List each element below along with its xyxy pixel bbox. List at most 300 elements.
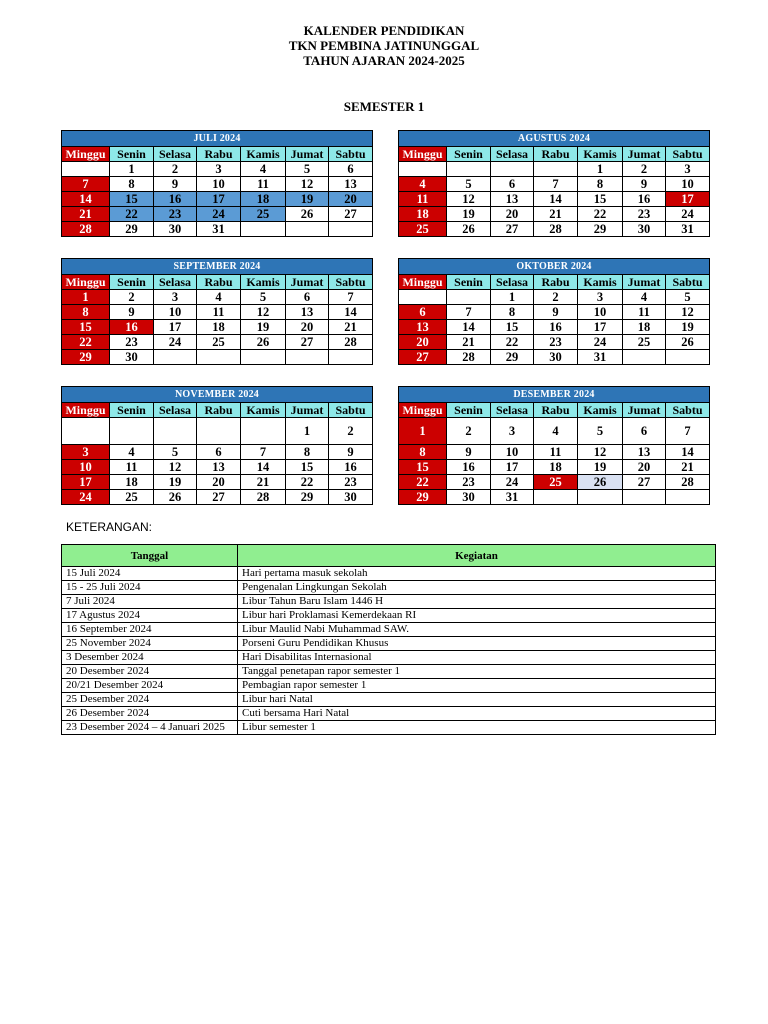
date-cell bbox=[241, 222, 286, 237]
weekday-label: Jumat bbox=[623, 147, 666, 162]
weekday-label: Minggu bbox=[399, 275, 447, 290]
date-cell bbox=[241, 350, 286, 365]
date-cell: 22 bbox=[491, 335, 534, 350]
week-row bbox=[399, 475, 710, 490]
week-row bbox=[62, 460, 373, 475]
date-cell: 15 bbox=[286, 460, 329, 475]
date-cell: 23 bbox=[534, 335, 578, 350]
date-cell: 27 bbox=[491, 222, 534, 237]
school-name: TKN PEMBINA JATINUNGGAL bbox=[288, 38, 480, 53]
date-cell: 13 bbox=[197, 460, 241, 475]
date-cell: 7 bbox=[62, 177, 110, 192]
month-header-row bbox=[62, 259, 373, 275]
table-row bbox=[62, 637, 716, 651]
date-cell: 19 bbox=[666, 320, 710, 335]
date-cell: 3 bbox=[62, 445, 110, 460]
date-cell bbox=[329, 350, 373, 365]
weekday-label: Jumat bbox=[623, 275, 666, 290]
weekday-label: Selasa bbox=[491, 147, 534, 162]
date-cell: 12 bbox=[286, 177, 329, 192]
month-header-row bbox=[399, 259, 710, 275]
date-cell: 11 bbox=[534, 445, 578, 460]
activity-cell: Porseni Guru Pendidikan Khusus bbox=[238, 637, 716, 651]
date-cell: 2 bbox=[110, 290, 154, 305]
date-cell: 3 bbox=[578, 290, 623, 305]
date-cell: 8 bbox=[491, 305, 534, 320]
date-cell: 27 bbox=[286, 335, 329, 350]
date-cell: 30 bbox=[623, 222, 666, 237]
date-cell bbox=[491, 162, 534, 177]
date-cell: 24 bbox=[62, 490, 110, 505]
table-row bbox=[62, 707, 716, 721]
week-row bbox=[62, 207, 373, 222]
week-row bbox=[399, 445, 710, 460]
date-cell bbox=[241, 418, 286, 445]
activity-cell: Cuti bersama Hari Natal bbox=[238, 707, 716, 721]
date-cell: 24 bbox=[491, 475, 534, 490]
date-cell: 22 bbox=[578, 207, 623, 222]
date-cell: 4 bbox=[241, 162, 286, 177]
date-cell: 31 bbox=[491, 490, 534, 505]
week-row bbox=[62, 192, 373, 207]
date-cell: 25 bbox=[110, 490, 154, 505]
activity-cell: Tanggal penetapan rapor semester 1 bbox=[238, 665, 716, 679]
date-cell bbox=[534, 490, 578, 505]
date-cell: 22 bbox=[110, 207, 154, 222]
date-cell: 14 bbox=[241, 460, 286, 475]
date-cell: 14 bbox=[666, 445, 710, 460]
date-cell bbox=[399, 162, 447, 177]
date-cell: 20 bbox=[491, 207, 534, 222]
date-cell: 18 bbox=[534, 460, 578, 475]
date-cell: 29 bbox=[491, 350, 534, 365]
date-cell: 30 bbox=[110, 350, 154, 365]
date-cell: 30 bbox=[447, 490, 491, 505]
table-row bbox=[62, 665, 716, 679]
date-cell: 7 bbox=[447, 305, 491, 320]
date-cell: 14 bbox=[447, 320, 491, 335]
month-calendar bbox=[398, 386, 710, 505]
date-cell: 23 bbox=[329, 475, 373, 490]
weekday-label: Jumat bbox=[286, 275, 329, 290]
date-cell: 5 bbox=[286, 162, 329, 177]
weekday-label: Selasa bbox=[154, 147, 197, 162]
date-cell: 21 bbox=[329, 320, 373, 335]
date-cell: 21 bbox=[62, 207, 110, 222]
week-row bbox=[399, 162, 710, 177]
date-cell: 25 November 2024 bbox=[62, 637, 238, 651]
date-cell: 26 bbox=[286, 207, 329, 222]
date-cell: 31 bbox=[197, 222, 241, 237]
date-cell bbox=[197, 350, 241, 365]
weekday-label: Rabu bbox=[197, 275, 241, 290]
date-cell: 20 bbox=[399, 335, 447, 350]
date-cell: 15 bbox=[62, 320, 110, 335]
activity-cell: Libur semester 1 bbox=[238, 721, 716, 735]
week-row bbox=[399, 207, 710, 222]
date-cell: 8 bbox=[578, 177, 623, 192]
date-cell: 1 bbox=[491, 290, 534, 305]
month-name: JULI 2024 bbox=[62, 131, 373, 147]
week-row bbox=[399, 192, 710, 207]
col-tanggal: Tanggal bbox=[62, 545, 238, 567]
weekday-label: Sabtu bbox=[666, 147, 710, 162]
date-cell bbox=[62, 162, 110, 177]
date-cell: 19 bbox=[578, 460, 623, 475]
date-cell: 6 bbox=[197, 445, 241, 460]
week-row bbox=[62, 290, 373, 305]
date-cell: 4 bbox=[399, 177, 447, 192]
month-name: SEPTEMBER 2024 bbox=[62, 259, 373, 275]
month-calendar bbox=[61, 258, 373, 365]
weekday-label: Rabu bbox=[534, 275, 578, 290]
date-cell: 15 bbox=[110, 192, 154, 207]
date-cell: 22 bbox=[286, 475, 329, 490]
activity-cell: Pengenalan Lingkungan Sekolah bbox=[238, 581, 716, 595]
date-cell: 10 bbox=[62, 460, 110, 475]
date-cell bbox=[623, 490, 666, 505]
weekday-label: Rabu bbox=[534, 403, 578, 418]
date-cell bbox=[197, 418, 241, 445]
activity-cell: Hari Disabilitas Internasional bbox=[238, 651, 716, 665]
weekday-label: Kamis bbox=[578, 403, 623, 418]
month-calendar bbox=[398, 130, 710, 237]
date-cell: 17 bbox=[578, 320, 623, 335]
table-row bbox=[62, 595, 716, 609]
table-row bbox=[62, 567, 716, 581]
date-cell: 9 bbox=[329, 445, 373, 460]
date-cell: 18 bbox=[241, 192, 286, 207]
activity-cell: Libur Tahun Baru Islam 1446 H bbox=[238, 595, 716, 609]
weekday-label: Senin bbox=[447, 147, 491, 162]
weekday-label: Minggu bbox=[399, 403, 447, 418]
date-cell bbox=[286, 350, 329, 365]
weekday-label: Sabtu bbox=[329, 403, 373, 418]
date-cell bbox=[110, 418, 154, 445]
date-cell: 28 bbox=[241, 490, 286, 505]
date-cell: 16 bbox=[110, 320, 154, 335]
weekday-label: Selasa bbox=[491, 403, 534, 418]
date-cell: 16 September 2024 bbox=[62, 623, 238, 637]
date-cell: 3 Desember 2024 bbox=[62, 651, 238, 665]
week-row bbox=[399, 305, 710, 320]
date-cell: 15 bbox=[578, 192, 623, 207]
weekday-label: Minggu bbox=[399, 147, 447, 162]
date-cell: 17 bbox=[62, 475, 110, 490]
date-cell: 3 bbox=[154, 290, 197, 305]
date-cell: 7 Juli 2024 bbox=[62, 595, 238, 609]
date-cell: 24 bbox=[666, 207, 710, 222]
date-cell bbox=[62, 418, 110, 445]
date-cell: 22 bbox=[399, 475, 447, 490]
weekday-label: Kamis bbox=[578, 147, 623, 162]
date-cell: 4 bbox=[197, 290, 241, 305]
week-row bbox=[399, 350, 710, 365]
date-cell: 9 bbox=[447, 445, 491, 460]
date-cell: 2 bbox=[329, 418, 373, 445]
month-name: AGUSTUS 2024 bbox=[399, 131, 710, 147]
table-row bbox=[62, 623, 716, 637]
week-row bbox=[399, 418, 710, 445]
date-cell: 23 Desember 2024 – 4 Januari 2025 bbox=[62, 721, 238, 735]
date-cell: 8 bbox=[286, 445, 329, 460]
date-cell: 31 bbox=[578, 350, 623, 365]
date-cell: 19 bbox=[154, 475, 197, 490]
date-cell: 29 bbox=[110, 222, 154, 237]
date-cell: 19 bbox=[447, 207, 491, 222]
table-row bbox=[62, 693, 716, 707]
weekday-label: Kamis bbox=[241, 403, 286, 418]
date-cell: 28 bbox=[447, 350, 491, 365]
month-header-row bbox=[399, 387, 710, 403]
weekday-label: Senin bbox=[447, 403, 491, 418]
week-row bbox=[399, 335, 710, 350]
date-cell: 13 bbox=[329, 177, 373, 192]
date-cell: 23 bbox=[447, 475, 491, 490]
date-cell: 6 bbox=[286, 290, 329, 305]
date-cell: 15 bbox=[399, 460, 447, 475]
date-cell: 25 bbox=[534, 475, 578, 490]
date-cell: 18 bbox=[399, 207, 447, 222]
date-cell: 15 bbox=[491, 320, 534, 335]
date-cell: 10 bbox=[154, 305, 197, 320]
weekday-label: Selasa bbox=[154, 275, 197, 290]
date-cell: 9 bbox=[110, 305, 154, 320]
keterangan-table bbox=[61, 544, 716, 735]
date-cell bbox=[666, 350, 710, 365]
academic-year: TAHUN AJARAN 2024-2025 bbox=[303, 53, 465, 68]
weekday-label: Jumat bbox=[623, 403, 666, 418]
date-cell: 16 bbox=[447, 460, 491, 475]
activity-cell: Libur Maulid Nabi Muhammad SAW. bbox=[238, 623, 716, 637]
calendar-title: KALENDER PENDIDIKAN bbox=[303, 23, 465, 38]
weekday-label: Senin bbox=[110, 275, 154, 290]
week-row bbox=[399, 177, 710, 192]
date-cell: 12 bbox=[241, 305, 286, 320]
date-cell bbox=[623, 350, 666, 365]
date-cell: 7 bbox=[666, 418, 710, 445]
date-cell: 30 bbox=[534, 350, 578, 365]
date-cell: 13 bbox=[399, 320, 447, 335]
weekday-header-row bbox=[399, 275, 710, 290]
date-cell: 20 bbox=[329, 192, 373, 207]
date-cell: 5 bbox=[447, 177, 491, 192]
weekday-label: Sabtu bbox=[666, 403, 710, 418]
weekday-header-row bbox=[62, 403, 373, 418]
date-cell: 29 bbox=[62, 350, 110, 365]
activity-cell: Hari pertama masuk sekolah bbox=[238, 567, 716, 581]
date-cell bbox=[286, 222, 329, 237]
date-cell: 12 bbox=[447, 192, 491, 207]
weekday-label: Rabu bbox=[197, 147, 241, 162]
weekday-label: Jumat bbox=[286, 147, 329, 162]
date-cell: 3 bbox=[197, 162, 241, 177]
date-cell: 23 bbox=[623, 207, 666, 222]
date-cell: 26 bbox=[447, 222, 491, 237]
table-row bbox=[62, 679, 716, 693]
date-cell: 30 bbox=[154, 222, 197, 237]
date-cell: 13 bbox=[623, 445, 666, 460]
activity-cell: Libur hari Natal bbox=[238, 693, 716, 707]
date-cell bbox=[447, 162, 491, 177]
date-cell: 22 bbox=[62, 335, 110, 350]
date-cell: 14 bbox=[329, 305, 373, 320]
date-cell: 11 bbox=[623, 305, 666, 320]
week-row bbox=[62, 335, 373, 350]
weekday-label: Minggu bbox=[62, 403, 110, 418]
date-cell: 12 bbox=[666, 305, 710, 320]
date-cell: 5 bbox=[241, 290, 286, 305]
date-cell: 7 bbox=[241, 445, 286, 460]
month-header-row bbox=[399, 131, 710, 147]
weekday-label: Sabtu bbox=[329, 147, 373, 162]
date-cell: 15 - 25 Juli 2024 bbox=[62, 581, 238, 595]
weekday-label: Kamis bbox=[241, 275, 286, 290]
month-calendar bbox=[61, 130, 373, 237]
table-row bbox=[62, 651, 716, 665]
activity-cell: Libur hari Proklamasi Kemerdekaan RI bbox=[238, 609, 716, 623]
date-cell: 24 bbox=[154, 335, 197, 350]
date-cell: 5 bbox=[666, 290, 710, 305]
weekday-header-row bbox=[399, 403, 710, 418]
week-row bbox=[62, 222, 373, 237]
date-cell: 1 bbox=[399, 418, 447, 445]
week-row bbox=[399, 290, 710, 305]
month-name: NOVEMBER 2024 bbox=[62, 387, 373, 403]
date-cell: 6 bbox=[491, 177, 534, 192]
weekday-label: Sabtu bbox=[329, 275, 373, 290]
date-cell: 7 bbox=[534, 177, 578, 192]
date-cell: 17 bbox=[666, 192, 710, 207]
date-cell: 18 bbox=[623, 320, 666, 335]
date-cell: 12 bbox=[578, 445, 623, 460]
date-cell: 19 bbox=[241, 320, 286, 335]
date-cell: 16 bbox=[154, 192, 197, 207]
date-cell: 20/21 Desember 2024 bbox=[62, 679, 238, 693]
week-row bbox=[62, 320, 373, 335]
date-cell: 9 bbox=[154, 177, 197, 192]
date-cell bbox=[666, 490, 710, 505]
weekday-label: Kamis bbox=[578, 275, 623, 290]
date-cell: 5 bbox=[578, 418, 623, 445]
date-cell: 11 bbox=[399, 192, 447, 207]
date-cell: 9 bbox=[623, 177, 666, 192]
date-cell: 16 bbox=[623, 192, 666, 207]
date-cell: 17 bbox=[154, 320, 197, 335]
date-cell: 21 bbox=[447, 335, 491, 350]
date-cell: 1 bbox=[110, 162, 154, 177]
weekday-label: Minggu bbox=[62, 275, 110, 290]
date-cell bbox=[447, 290, 491, 305]
date-cell: 23 bbox=[154, 207, 197, 222]
date-cell: 13 bbox=[286, 305, 329, 320]
week-row bbox=[62, 177, 373, 192]
date-cell: 19 bbox=[286, 192, 329, 207]
date-cell: 27 bbox=[197, 490, 241, 505]
date-cell: 25 bbox=[241, 207, 286, 222]
week-row bbox=[62, 162, 373, 177]
month-calendar bbox=[398, 258, 710, 365]
date-cell: 6 bbox=[329, 162, 373, 177]
date-cell: 4 bbox=[110, 445, 154, 460]
date-cell: 28 bbox=[62, 222, 110, 237]
date-cell: 12 bbox=[154, 460, 197, 475]
weekday-header-row bbox=[399, 147, 710, 162]
weekday-label: Selasa bbox=[491, 275, 534, 290]
date-cell: 23 bbox=[110, 335, 154, 350]
date-cell: 6 bbox=[623, 418, 666, 445]
date-cell: 28 bbox=[666, 475, 710, 490]
date-cell: 25 bbox=[197, 335, 241, 350]
date-cell: 3 bbox=[666, 162, 710, 177]
date-cell: 28 bbox=[534, 222, 578, 237]
date-cell: 11 bbox=[197, 305, 241, 320]
weekday-header-row bbox=[62, 275, 373, 290]
date-cell: 7 bbox=[329, 290, 373, 305]
week-row bbox=[62, 475, 373, 490]
date-cell: 26 bbox=[241, 335, 286, 350]
table-row bbox=[62, 581, 716, 595]
date-cell: 16 bbox=[534, 320, 578, 335]
date-cell: 20 bbox=[197, 475, 241, 490]
date-cell: 27 bbox=[329, 207, 373, 222]
weekday-label: Senin bbox=[110, 403, 154, 418]
week-row bbox=[399, 460, 710, 475]
week-row bbox=[62, 418, 373, 445]
week-row bbox=[62, 490, 373, 505]
weekday-label: Senin bbox=[447, 275, 491, 290]
week-row bbox=[399, 320, 710, 335]
date-cell: 1 bbox=[578, 162, 623, 177]
semester-heading: SEMESTER 1 bbox=[343, 99, 425, 114]
table-row bbox=[62, 721, 716, 735]
date-cell: 2 bbox=[154, 162, 197, 177]
col-kegiatan: Kegiatan bbox=[238, 545, 716, 567]
month-calendar bbox=[61, 386, 373, 505]
date-cell bbox=[154, 418, 197, 445]
date-cell: 1 bbox=[62, 290, 110, 305]
date-cell: 20 bbox=[286, 320, 329, 335]
date-cell: 13 bbox=[491, 192, 534, 207]
date-cell: 9 bbox=[534, 305, 578, 320]
weekday-label: Rabu bbox=[534, 147, 578, 162]
date-cell bbox=[578, 490, 623, 505]
date-cell: 10 bbox=[197, 177, 241, 192]
date-cell: 21 bbox=[666, 460, 710, 475]
date-cell: 18 bbox=[197, 320, 241, 335]
date-cell: 16 bbox=[329, 460, 373, 475]
date-cell: 14 bbox=[62, 192, 110, 207]
weekday-header-row bbox=[62, 147, 373, 162]
date-cell: 24 bbox=[197, 207, 241, 222]
date-cell: 26 bbox=[154, 490, 197, 505]
date-cell: 14 bbox=[534, 192, 578, 207]
date-cell: 10 bbox=[578, 305, 623, 320]
date-cell: 29 bbox=[286, 490, 329, 505]
date-cell bbox=[534, 162, 578, 177]
date-cell bbox=[329, 222, 373, 237]
date-cell: 5 bbox=[154, 445, 197, 460]
date-cell: 21 bbox=[241, 475, 286, 490]
date-cell: 17 bbox=[197, 192, 241, 207]
date-cell: 17 bbox=[491, 460, 534, 475]
week-row bbox=[62, 350, 373, 365]
date-cell: 26 Desember 2024 bbox=[62, 707, 238, 721]
month-name: DESEMBER 2024 bbox=[399, 387, 710, 403]
date-cell: 31 bbox=[666, 222, 710, 237]
date-cell: 2 bbox=[623, 162, 666, 177]
date-cell: 8 bbox=[62, 305, 110, 320]
